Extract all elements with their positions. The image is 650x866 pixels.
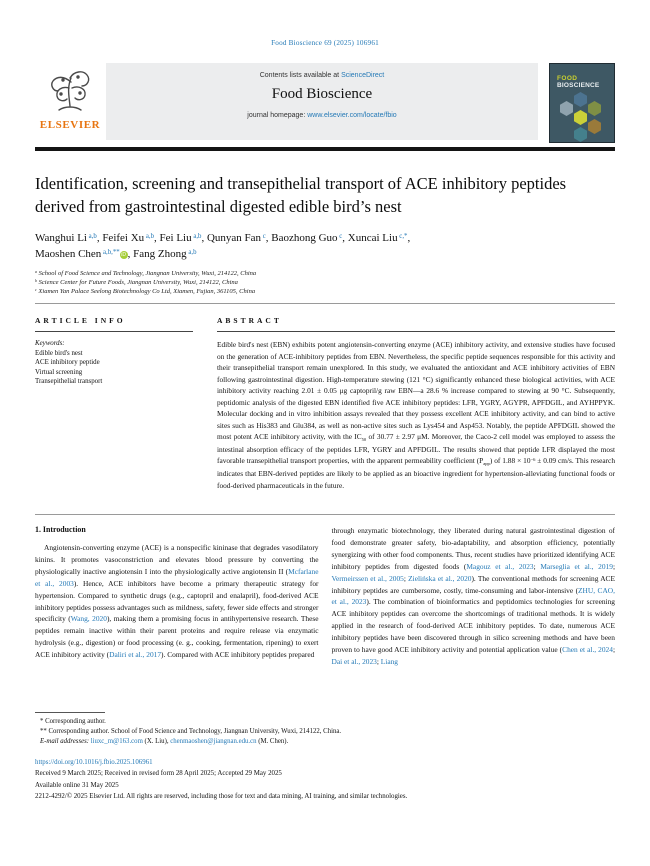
- affiliation: $^b$ Science Center for Future Foods, Jiangnan University, Wuxi, 214122, China: [35, 278, 238, 286]
- affiliation: $^a$ School of Food Science and Technology, Jiangnan University, Wuxi, 214122, China: [35, 269, 257, 277]
- keyword-item: ACE inhibitory peptide: [35, 359, 100, 367]
- available-line: Available online 31 May 2025: [35, 781, 119, 789]
- abstract-column: [217, 316, 615, 491]
- inline-link[interactable]: c: [337, 232, 343, 240]
- corresponding-author-footnote-2: ** Corresponding author. School of Food Science and Technology, Jiangnan University, Wuxi, 214122, China.: [40, 727, 342, 735]
- inline-link[interactable]: a,b: [186, 248, 197, 256]
- journal-reference: Food Bioscience 69 (2025) 106961: [271, 39, 379, 47]
- inline-link[interactable]: chenmaoshen@jiangnan.edu.cn: [170, 737, 257, 745]
- inline-link[interactable]: Zielińska et al., 2020: [408, 573, 472, 583]
- keyword-item: Transepithelial transport: [35, 378, 103, 386]
- cover-hexagon: [574, 92, 587, 107]
- inline-link[interactable]: ZHU, CAO, et al., 2023: [331, 585, 615, 607]
- intro-column-right: [332, 525, 616, 668]
- footnote-block: [35, 717, 605, 747]
- inline-link[interactable]: Wang, 2020: [70, 614, 107, 624]
- inline-link[interactable]: c: [261, 232, 266, 240]
- masthead-rule: [35, 147, 615, 151]
- keyword-item: Virtual screening: [35, 368, 83, 376]
- inline-link[interactable]: Daliri et al., 2017: [109, 650, 162, 660]
- homepage-line: journal homepage: www.elsevier.com/locate/fbio: [247, 112, 397, 119]
- author-line-2: Maoshen Chen $^{a,b,**}$ iD , Fang Zhong $^{a,b}$: [35, 248, 197, 260]
- inline-link[interactable]: Dai et al., 2023: [331, 656, 377, 666]
- received-line: Received 9 March 2025; Received in revised form 28 April 2025; Accepted 29 May 2025: [35, 770, 282, 778]
- inline-link[interactable]: Mcfarlane et al., 2003: [35, 566, 319, 588]
- affiliation: $^c$ Xiamen Yan Palace Seelong Biotechnology Co Ltd, Xiamen, Fujian, 361105, China: [35, 287, 256, 295]
- intro-paragraph-left: Angiotensin-converting enzyme (ACE) is a nonspecific kininase that degrades vasodilatory kinins. It promotes vasoconstriction and elevates blood pressure by converting the physiologically inactive angiotensin I into the physiologically active angiotensin II (Mcfarlane et al., 2003). Hence, ACE inhibitors have become a primary therapeutic strategy for hypertension. Compared to synthetic drugs (e.g., captopril and enalapril), food-derived ACE inhibitory peptides possess advantages such as mildness, safety, fewer side effects and stronger specificity (Wang, 2020), making them a promising focus in antihypertensive research. These peptides remain inactive within their parent proteins and require release via enzymatic hydrolysis (e.g., digestion) or food processing (e. g., cooking, fermentation, ripening) to exert ACE inhibitory activity (Daliri et al., 2017). Compared with ACE inhibitory peptides prepared: [35, 543, 319, 660]
- intro-heading: 1. Introduction: [35, 525, 86, 534]
- copyright-line: 2212-4292/© 2025 Elsevier Ltd. All rights are reserved, including those for text and data mining, AI training, and similar technologies.: [35, 793, 408, 801]
- author-list: [35, 231, 603, 263]
- cover-hexagon: [560, 101, 573, 116]
- elsevier-tree-icon: [45, 66, 95, 118]
- cover-hexagon: [588, 101, 601, 116]
- cover-hexagon: [588, 119, 601, 134]
- cover-hexagon: [574, 127, 587, 142]
- keywords-block: [35, 339, 193, 387]
- section-divider: [35, 514, 615, 515]
- keyword-item: Edible bird's nest: [35, 349, 83, 357]
- article-info-column: [35, 316, 193, 491]
- cover-title: [557, 75, 599, 89]
- info-section: [35, 316, 615, 491]
- article-title: Identification, screening and transepithelial transport of ACE inhibitory peptides derived from gastrointestinal digested edible bird’s nest: [35, 174, 567, 216]
- elsevier-logo[interactable]: [35, 66, 105, 131]
- masthead-panel: [106, 63, 538, 140]
- article-meta-block: [35, 757, 615, 803]
- divider: [35, 303, 615, 304]
- journal-cover-thumbnail[interactable]: [549, 63, 615, 143]
- journal-name: Food Bioscience: [271, 86, 373, 102]
- article-info-heading: ARTICLE INFO: [35, 316, 193, 332]
- inline-link[interactable]: liuxc_m@163.com: [90, 737, 143, 745]
- inline-link[interactable]: Chen et al., 2024: [562, 645, 613, 655]
- intro-paragraph-right: through enzymatic biotechnology, they liberated during natural gastrointestinal digestion of food demonstrate greater safety, bio-adaptability, and absorption efficiency, potentially synergizing with other food components. Thus, recent studies have prioritized identifying ACE inhibitory peptides from digested foods (Magouz et al., 2023; Marseglia et al., 2019; Vermeirssen et al., 2005; Zielińska et al., 2020). The conventional methods for screening ACE inhibitory peptides are cumbersome, costly, time-consuming and labor-intensive (ZHU, CAO, et al., 2023). The combination of bioinformatics and peptidomics technologies for screening ACE inhibitory peptides can overcome the shortcomings of traditional methods. It is widely applied in the research of food-derived ACE inhibitory peptides. To date, numerous ACE inhibitory peptides have been discovered through in silico screening methods and have been proven to have good ACE inhibitory activity and potential application value (Chen et al., 2024; Dai et al., 2023; Liang: [331, 526, 616, 666]
- corresponding-author-footnote: * Corresponding author.: [40, 718, 106, 725]
- abstract-heading: ABSTRACT: [217, 316, 615, 332]
- inline-link[interactable]: www.elsevier.com/locate/fbio: [307, 112, 397, 119]
- keywords-label: Keywords:: [35, 340, 65, 347]
- inline-link[interactable]: Marseglia et al., 2019: [540, 561, 613, 571]
- cover-hexagon: [574, 110, 587, 125]
- doi-link[interactable]: https://doi.org/10.1016/j.fbio.2025.106961: [35, 759, 153, 766]
- cover-title-line1: FOOD: [557, 75, 578, 82]
- inline-link[interactable]: Magouz et al., 2023: [466, 561, 534, 571]
- cover-title-line2: BIOSCIENCE: [557, 82, 600, 89]
- abstract-text: Edible bird's nest (EBN) exhibits potent angiotensin-converting enzyme (ACE) inhibitory activity, and extensive studies have focused on the generation of ACE-inhibitory peptides from EBN. Nevertheless, the specific peptide sequences responsible for this activity and their transepithelial transport remain unexplored. In this study, we evaluated the antioxidant and ACE inhibitory activities of EBN following gastrointestinal digestion. High-temperature stewing (121 °C) significantly enhanced these biological activities, with ACE inhibitory activity reaching 2.01 ± 0.05 μg captopril/g raw EBN—a 28.6 % increase compared to stewing at 90 °C. Subsequently, peptidomic analysis of the digested EBN identified five ACE inhibitory peptides: LFR, YGRY, AGYPR, APFDGIL, and AYHPPYK. Molecular docking and in vitro inhibition assays revealed that they possess excellent ACE inhibitory activity, and can bind to active sites such as His383 and Glu384, as well as non-active sites such as Lys454 and Asp453. Notably, the peptide APFDGIL showed the most potent ACE inhibitory activity, with the IC50 of 30.77 ± 2.97 μM. Moreover, the Caco-2 cell model was employed to assess the intestinal absorption efficacy of the peptides LFR, YGRY and APFDGIL. The results showed that peptide LFR displayed the most favorable transepithelial transport properties, with the apparent permeability coefficient (Papp) of $1.88 \times 10^{-6} \pm 0.09$ cm/s. This research indicates that EBN-derived peptides are likely to be applied as an bioactive ingredient for hypertension-alleviating functional foods or food-derived pharmaceuticals in the future.: [217, 340, 615, 490]
- inline-link[interactable]: Vermeirssen et al., 2005: [331, 573, 404, 583]
- inline-link[interactable]: a,b: [144, 232, 155, 240]
- affiliation-list: [35, 269, 595, 296]
- orcid-icon[interactable]: iD: [121, 252, 127, 258]
- email-line: E-mail addresses: liuxc_m@163.com (X. Liu), chenmaoshen@jiangnan.edu.cn (M. Chen).: [40, 737, 289, 745]
- inline-link[interactable]: c,*: [397, 232, 408, 240]
- inline-link[interactable]: a,b,**: [101, 248, 120, 256]
- elsevier-wordmark: ELSEVIER: [39, 119, 101, 131]
- footnote-divider: [35, 712, 105, 713]
- inline-link[interactable]: ScienceDirect: [341, 72, 385, 79]
- introduction-section: [35, 525, 615, 668]
- inline-link[interactable]: Liang: [380, 656, 399, 666]
- inline-link[interactable]: a,b: [86, 232, 97, 240]
- author-line-1: Wanghui Li $^{a,b}$, Feifei Xu $^{a,b}$, Fei Liu $^{a,b}$, Qunyan Fan $^c$, Baozhong Guo $^c$, Xuncai Liu $^{c,*}$,: [35, 232, 411, 244]
- inline-link[interactable]: a,b: [191, 232, 202, 240]
- contents-line: Contents lists available at ScienceDirect: [259, 72, 385, 79]
- intro-column-left: [35, 525, 319, 668]
